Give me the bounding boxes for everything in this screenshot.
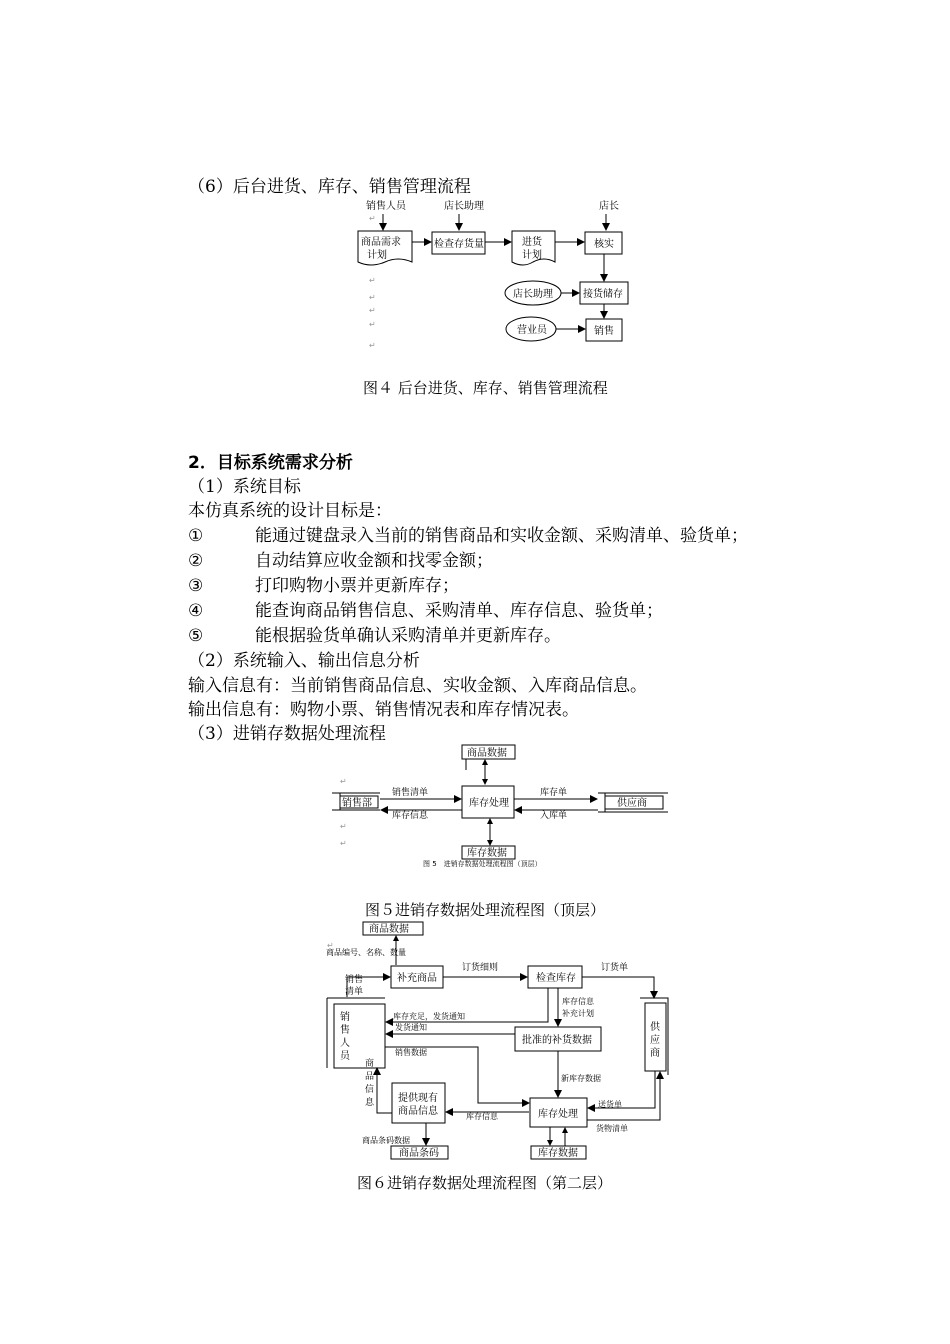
fig6-product-info-char: 息: [365, 1098, 375, 1108]
fig4-assistant-label: 店长助理: [444, 201, 484, 212]
fig6-barcode-data-label: 商品条码数据: [362, 1136, 410, 1145]
figure-5-caption: 图５进销存数据处理流程图（顶层）: [365, 901, 606, 919]
fig6-replenish-plan-label: 补充计划: [562, 1009, 594, 1018]
figure-4-caption: 图４ 后台进货、库存、销售管理流程: [363, 379, 608, 397]
fig6-product-info-char: 商: [365, 1059, 375, 1069]
fig5-stock-doc-label: 库存单: [540, 788, 568, 798]
svg-text:↵: ↵: [369, 341, 376, 350]
fig4-check-stock-label: 检查存货量: [434, 239, 484, 250]
goal-text: 打印购物小票并更新库存；: [255, 576, 459, 596]
fig6-approved-label: 批准的补货数据: [522, 1035, 592, 1046]
fig6-stock-enough-label: 库存充足，发货通知: [393, 1012, 465, 1021]
fig5-inbound-doc-label: 入库单: [540, 811, 568, 821]
fig6-replenish-label: 补充商品: [397, 973, 437, 984]
output-info: 输出信息有：购物小票、销售情况表和库存情况表。: [188, 700, 579, 720]
fig6-product-info-char: 品: [365, 1072, 375, 1082]
fig4-assistant-oval-label: 店长助理: [513, 289, 553, 300]
goal-number: ②: [188, 551, 204, 571]
goal-number: ④: [188, 601, 204, 621]
fig6-stock-info2-label: 库存信息: [466, 1112, 498, 1121]
fig6-barcode-label: 商品条码: [399, 1148, 439, 1159]
section-2-heading: 2．目标系统需求分析: [188, 453, 353, 473]
fig4-manager-label: 店长: [599, 201, 619, 212]
fig4-salesperson-label: 销售人员: [366, 201, 406, 212]
fig6-stock-info-label: 库存信息: [562, 997, 594, 1006]
subsection-1-heading: （1）系统目标: [188, 477, 301, 497]
fig5-supplier-label: 供应商: [617, 798, 647, 809]
svg-text:↵: ↵: [369, 293, 376, 302]
goal-text: 能通过键盘录入当前的销售商品和实收金额、采购清单、验货单；: [255, 526, 748, 546]
svg-text:↵: ↵: [369, 306, 376, 315]
subsection-3-heading: （3）进销存数据处理流程: [188, 724, 386, 744]
svg-text:↵: ↵: [340, 822, 347, 831]
fig4-purchase-plan-label2: 计划: [522, 250, 542, 261]
fig5-sales-dept-label: 销售部: [342, 798, 372, 809]
fig6-stock-process-label: 库存处理: [538, 1109, 578, 1120]
goal-text: 自动结算应收金额和找零金额；: [255, 551, 493, 571]
figure-6-caption: 图６进销存数据处理流程图（第二层）: [357, 1174, 613, 1192]
fig4-sales-label: 销售: [594, 326, 614, 337]
fig6-check-stock-label: 检查库存: [536, 973, 576, 984]
fig6-stock-data-label: 库存数据: [538, 1148, 578, 1159]
goal-number: ③: [188, 576, 204, 596]
figure-6-diagram: [326, 922, 668, 1159]
subsection-2-heading: （2）系统输入、输出信息分析: [188, 651, 420, 671]
figure-5-diagram: [332, 745, 668, 868]
svg-text:↵: ↵: [327, 941, 334, 950]
fig6-order-doc-label: 订货单: [601, 963, 629, 973]
fig6-delivery-doc-label: 送货单: [598, 1100, 622, 1109]
fig4-demand-plan-label: 商品需求: [361, 237, 401, 248]
fig6-prod-fields-label: 商品编号、名称、数量: [326, 948, 406, 957]
figure-4-diagram: [358, 199, 628, 350]
fig5-stock-process-label: 库存处理: [469, 798, 509, 809]
fig6-new-stock-data-label: 新库存数据: [561, 1074, 601, 1083]
fig6-goods-list-label: 货物清单: [596, 1124, 628, 1133]
fig6-salesperson-char: 人: [340, 1038, 350, 1049]
fig5-product-data-label: 商品数据: [467, 748, 507, 759]
fig6-order-detail-label: 订货细则: [462, 963, 499, 973]
fig4-clerk-oval-label: 营业员: [517, 325, 547, 336]
goals-intro: 本仿真系统的设计目标是：: [188, 501, 392, 521]
svg-text:↵: ↵: [369, 320, 376, 329]
svg-text:↵: ↵: [340, 777, 347, 786]
fig6-product-data-label: 商品数据: [369, 924, 409, 935]
fig6-sales-list-label2: 清单: [345, 987, 364, 997]
fig6-supplier-char: 商: [650, 1048, 660, 1059]
fig6-sales-data-label: 销售数据: [395, 1048, 427, 1057]
fig6-sales-list-label: 销售: [345, 975, 364, 985]
goal-text: 能根据验货单确认采购清单并更新库存。: [255, 626, 561, 646]
fig6-ship-notice-label: 发货通知: [395, 1023, 427, 1032]
fig5-inner-caption: 图 5 进销存数据处理流程图（顶层）: [423, 860, 542, 868]
goal-text: 能查询商品销售信息、采购清单、库存信息、验货单；: [255, 601, 663, 621]
fig6-provide-info-label2: 商品信息: [398, 1106, 438, 1117]
fig6-salesperson-char: 销: [340, 1012, 350, 1023]
fig5-stock-data-label: 库存数据: [467, 848, 507, 859]
svg-text:↵: ↵: [369, 276, 376, 285]
fig6-supplier-char: 供: [650, 1022, 660, 1033]
goal-number: ①: [188, 526, 204, 546]
section-6-heading: （6）后台进货、库存、销售管理流程: [188, 177, 471, 197]
svg-text:↵: ↵: [369, 214, 376, 223]
fig5-sales-list-label: 销售清单: [392, 788, 429, 798]
fig4-verify-label: 核实: [594, 239, 614, 250]
fig6-salesperson-char: 售: [340, 1025, 350, 1036]
fig5-stock-info-label: 库存信息: [392, 811, 429, 821]
fig6-product-info-char: 信: [365, 1085, 375, 1095]
fig6-provide-info-label: 提供现有: [398, 1093, 438, 1104]
fig4-purchase-plan-label: 进货: [522, 237, 542, 248]
fig6-supplier-char: 应: [650, 1035, 660, 1046]
svg-text:↵: ↵: [340, 839, 347, 848]
input-info: 输入信息有：当前销售商品信息、实收金额、入库商品信息。: [188, 676, 647, 696]
fig6-salesperson-char: 员: [340, 1051, 350, 1062]
fig4-receive-store-label: 接货储存: [583, 289, 623, 300]
goal-number: ⑤: [188, 626, 204, 646]
fig4-demand-plan-label2: 计划: [367, 250, 387, 261]
